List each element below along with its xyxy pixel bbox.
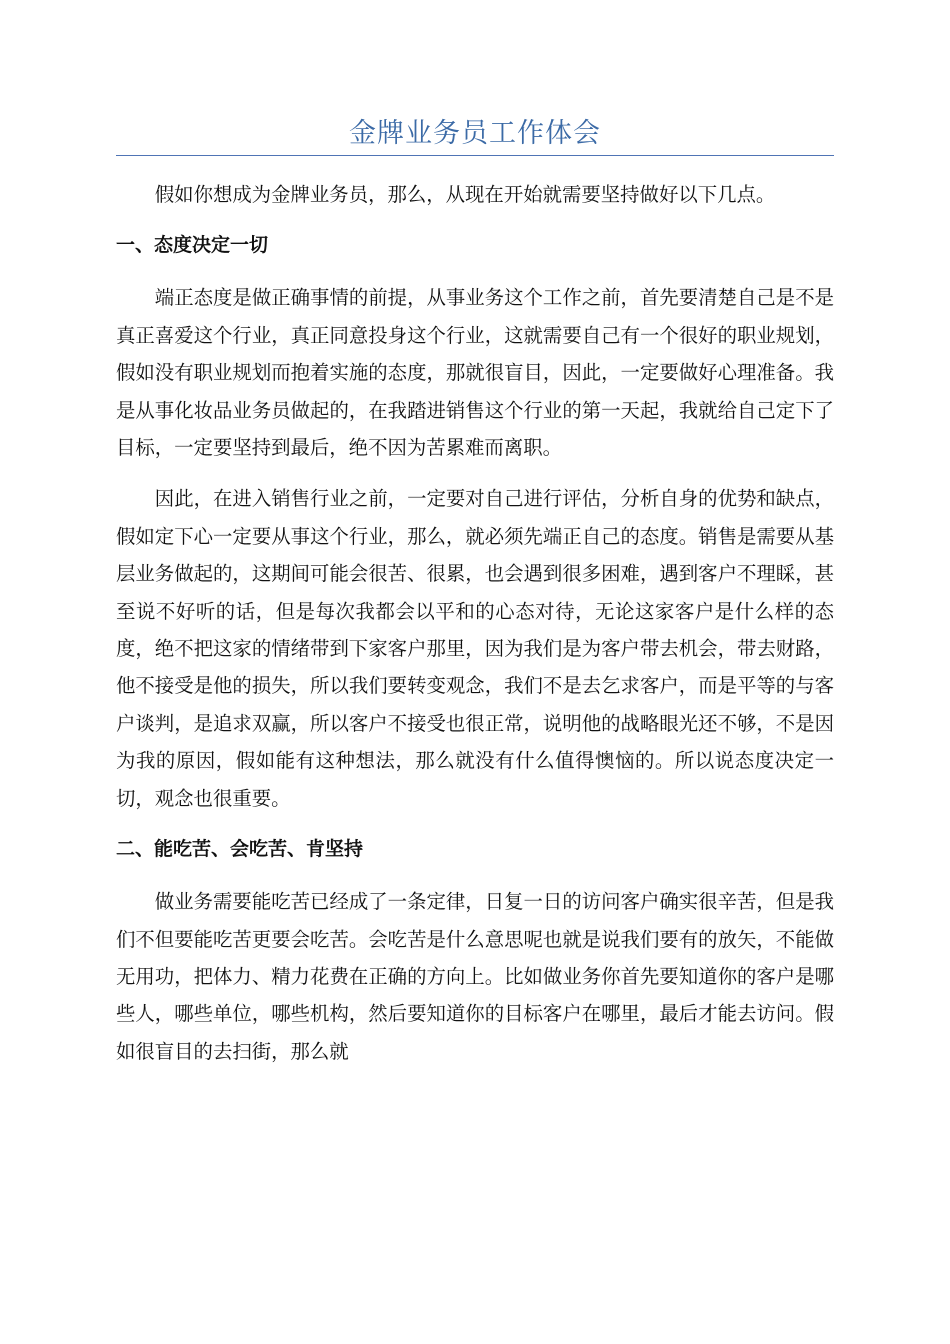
title-underline (116, 155, 834, 156)
document-title: 金牌业务员工作体会 (349, 118, 601, 149)
section-heading-1: 一、态度决定一切 (116, 234, 269, 257)
document-body (116, 176, 834, 1084)
section-2-paragraph-1: 做业务需要能吃苦已经成了一条定律，日复一日的访问客户确实很辛苦，但是我们不但要能吃苦更要会吃苦。会吃苦是什么意思呢也就是说我们要有的放矢，不能做无用功，把体力、精力花费在正确的方向上。比如做业务你首先要知道你的客户是哪些人，哪些单位，哪些机构，然后要知道你的目标客户在哪里，最后才能去访问。假如很盲目的去扫街，那么就 (116, 890, 834, 1063)
section-1-paragraph-2: 因此，在进入销售行业之前，一定要对自己进行评估，分析自身的优势和缺点，假如定下心一定要从事这个行业，那么，就必须先端正自己的态度。销售是需要从基层业务做起的，这期间可能会很苦、很累，也会遇到很多困难，遇到客户不理睬，甚至说不好听的话，但是每次我都会以平和的心态对待，无论这家客户是什么样的态度，绝不把这家的情绪带到下家客户那里，因为我们是为客户带去机会，带去财路，他不接受是他的损失，所以我们要转变观念，我们不是去乞求客户，而是平等的与客户谈判，是追求双赢，所以客户不接受也很正常，说明他的战略眼光还不够，不是因为我的原因，假如能有这种想法，那么就没有什么值得懊恼的。所以说态度决定一切，观念也很重要。 (116, 487, 834, 810)
section-heading-2: 二、能吃苦、会吃苦、肯坚持 (116, 838, 364, 861)
intro-paragraph: 假如你想成为金牌业务员，那么，从现在开始就需要坚持做好以下几点。 (154, 183, 776, 206)
section-1-paragraph-1: 端正态度是做正确事情的前提，从事业务这个工作之前，首先要清楚自己是不是真正喜爱这个行业，真正同意投身这个行业，这就需要自己有一个很好的职业规划，假如没有职业规划而抱着实施的态度，那就很盲目，因此，一定要做好心理准备。我是从事化妆品业务员做起的，在我踏进销售这个行业的第一天起，我就给自己定下了目标，一定要坚持到最后，绝不因为苦累难而离职。 (116, 286, 834, 460)
